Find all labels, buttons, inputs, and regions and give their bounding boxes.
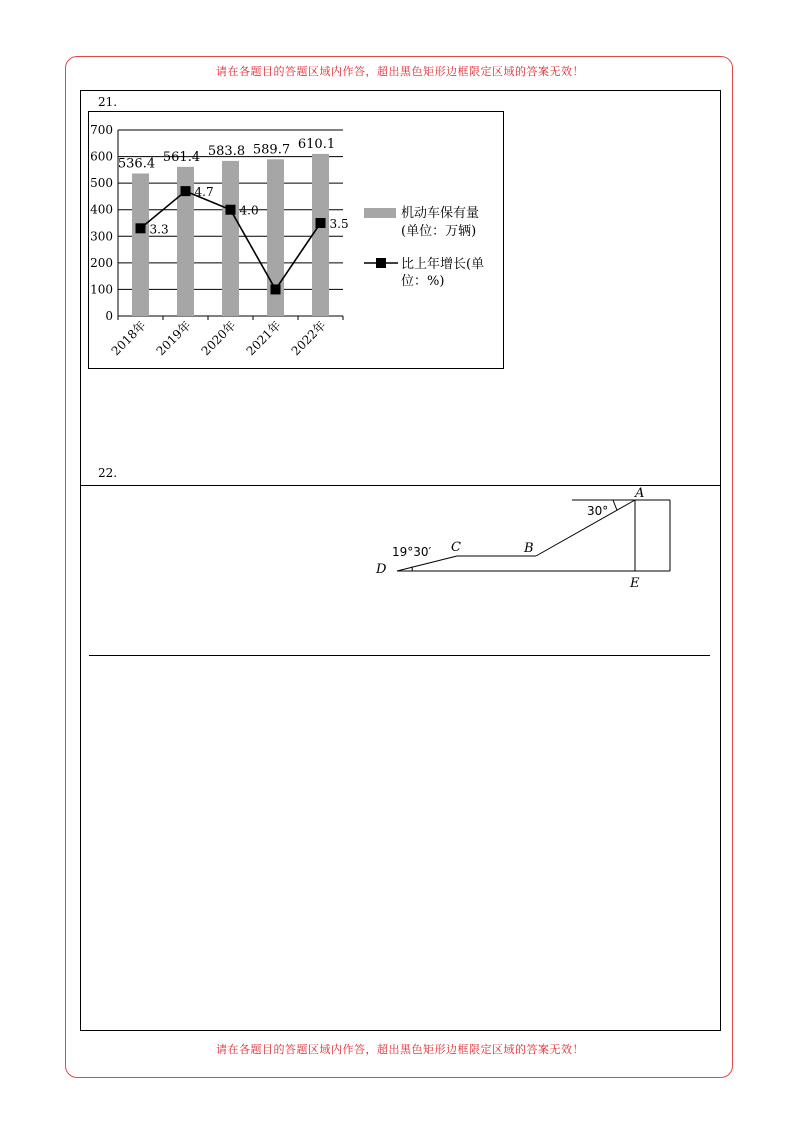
footer-warning: 请在各题目的答题区域内作答，超出黑色矩形边框限定区域的答案无效！ [216,1043,584,1056]
x-tick-label: 2022年 [288,318,329,359]
angle-label-d: 19°30′ [392,545,432,559]
angle-arc-d [411,567,412,571]
legend-line-label: 比上年增长(单 [401,257,485,272]
x-tick-label: 2018年 [108,318,149,359]
bar-value-label: 610.1 [297,136,336,152]
legend-bar-swatch [364,208,396,218]
legend-bar-label: 机动车保有量 [401,206,480,221]
angle-label-a: 30° [587,504,609,518]
y-tick-label: 300 [90,229,113,244]
header-warning: 请在各题目的答题区域内作答，超出黑色矩形边框限定区域的答案无效！ [216,65,584,78]
point-label-b: B [524,541,534,556]
point-label-c: C [451,540,461,555]
y-tick-label: 700 [90,123,113,137]
growth-value-label: 4.7 [194,185,214,200]
point-label-d: D [376,562,387,577]
y-tick-label: 100 [90,282,113,297]
growth-marker [316,218,326,228]
bar-value-label: 583.8 [207,143,246,159]
growth-value-label: 4.0 [239,203,259,218]
growth-value-label: 3.5 [329,217,349,231]
question-21-number: 21. [98,95,118,109]
bar-value-label: 589.7 [252,142,291,158]
growth-marker [136,223,146,233]
y-tick-label: 400 [90,202,113,217]
legend-line-unit: 位：%) [401,274,445,289]
growth-marker [271,284,281,294]
point-label-e: E [630,576,640,591]
section-divider-23 [89,655,710,656]
x-tick-label: 2019年 [153,318,194,359]
q21-chart [88,111,506,371]
growth-marker [181,186,191,196]
question-22-number: 22. [98,466,118,480]
chart-frame [89,112,504,369]
bar-value-label: 536.4 [117,156,156,172]
point-label-a: A [635,486,645,501]
x-tick-label: 2021年 [243,318,284,359]
x-tick-label: 2020年 [198,318,239,359]
y-tick-label: 200 [90,255,113,270]
bar [132,173,149,316]
y-tick-label: 600 [90,149,113,164]
bar-value-label: 561.4 [162,149,201,165]
y-tick-label: 0 [105,309,113,323]
slope-ab [536,500,635,556]
legend-bar-unit: (单位：万辆) [401,224,477,239]
bar [312,154,329,316]
growth-marker [226,205,236,215]
q22-figure [360,482,690,597]
y-tick-label: 500 [90,176,113,191]
legend-line-marker [376,258,386,268]
angle-arc-a [613,500,617,510]
growth-value-label: 3.3 [149,222,169,237]
bar [222,161,239,316]
